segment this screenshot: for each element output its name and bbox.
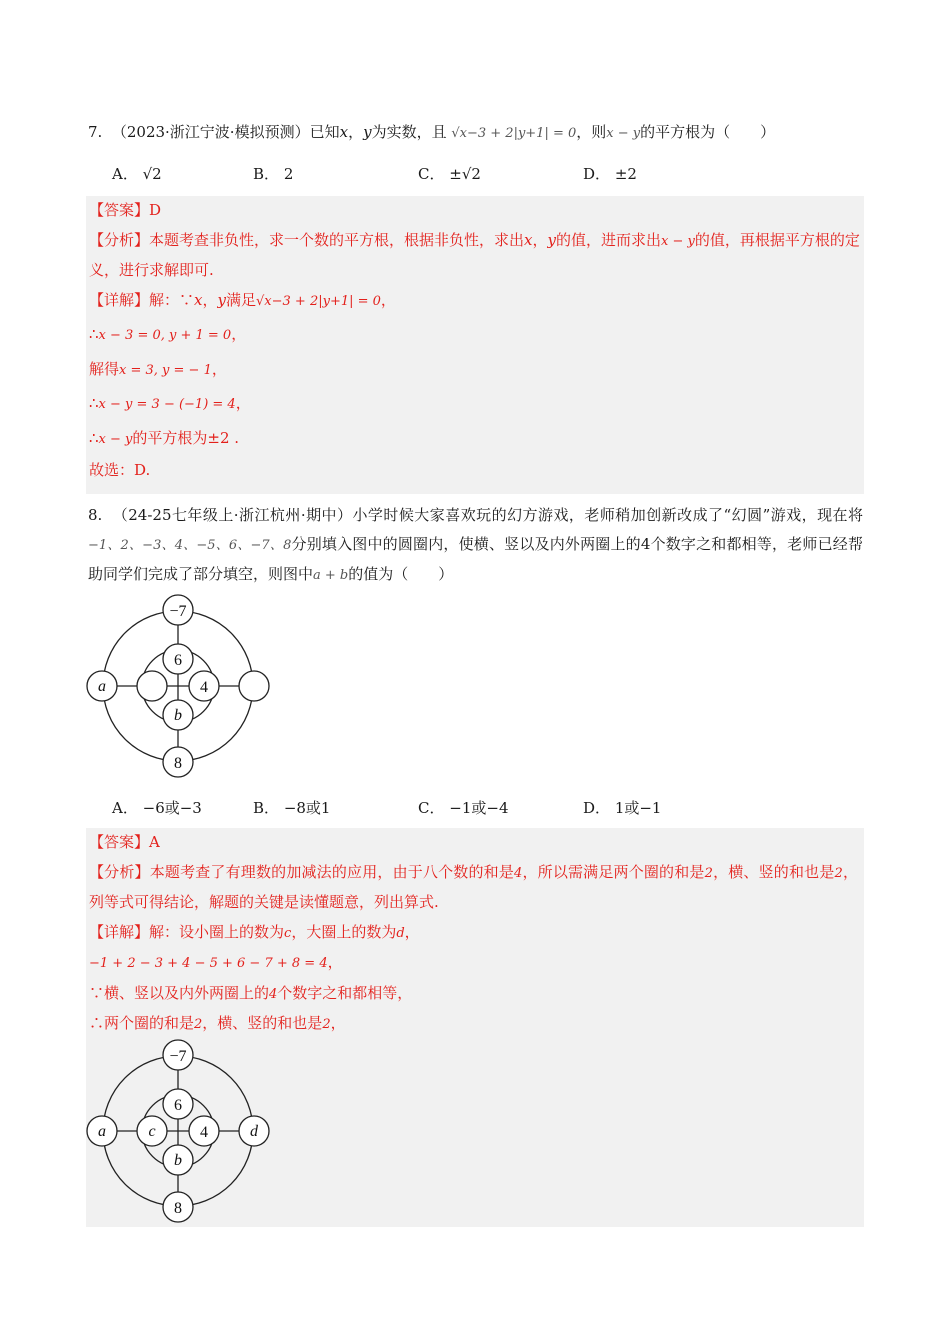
q7-number: 7.	[88, 123, 103, 141]
q7-option-c[interactable]: C． ±√2	[418, 165, 481, 183]
diagram-node-right	[239, 671, 269, 701]
diagram2-label-bottom: 8	[174, 1200, 182, 1217]
diagram-label-top: −7	[169, 603, 187, 620]
diagram-label-inner-bottom: b	[174, 707, 182, 724]
diagram-label-inner-right: 4	[200, 679, 208, 696]
q8-option-a[interactable]: A． −6或−3	[112, 799, 202, 817]
diagram2-label-inner-top: 6	[174, 1097, 182, 1114]
q8-number: 8.	[88, 506, 103, 524]
q7-options	[112, 163, 752, 187]
q8-detail-4: ∴两个圈的和是2，横、竖的和也是2，	[89, 1014, 346, 1032]
diagram-label-left: a	[98, 678, 106, 695]
q8-magic-circle-diagram	[84, 594, 276, 780]
diagram2-label-inner-bottom: b	[174, 1152, 182, 1169]
q7-detail-1: 【详解】解：∵x，y满足√x−3 + 2|y+1| = 0，	[89, 290, 396, 309]
q8-detail-1: 【详解】解：设小圈上的数为c，大圈上的数为d，	[89, 922, 420, 941]
q8-option-c[interactable]: C． −1或−4	[418, 799, 509, 817]
q7-expr: x − y	[606, 126, 641, 141]
q8-solution-diagram	[84, 1039, 276, 1225]
q8-option-d[interactable]: D． 1或−1	[583, 799, 662, 817]
q8-answer-line: 【答案】A	[89, 833, 160, 851]
diagram-label-bottom: 8	[174, 755, 182, 772]
q8-stem: 8. （24-25七年级上·浙江杭州·期中）小学时候大家喜欢玩的幻方游戏，老师稍加创新改成了“幻圆”游戏，现在将−1、2、−3、4、−5、6、−7、8分别填入图中的圆圈内，使横、竖以及内外两圈上的4个数字之和都相等，老师已经帮助同学们完成了部分填空，则图中a + b的值为（ ）	[88, 506, 863, 583]
q7-final: 故选：D.	[89, 461, 151, 479]
q7-detail-2: ∴x − 3 = 0, y + 1 = 0，	[89, 325, 247, 343]
diagram2-label-right: d	[250, 1123, 258, 1140]
diagram2-label-top: −7	[169, 1048, 187, 1065]
q8-source: （24-25七年级上·浙江杭州·期中）	[112, 506, 353, 524]
q8-analysis: 【分析】本题考查了有理数的加减法的应用，由于八个数的和是4，所以需满足两个圈的和是2，横、竖的和也是2，列等式可得结论，解题的关键是读懂题意，列出算式.	[89, 862, 858, 911]
q7-answer-box	[86, 196, 864, 494]
q7-source: （2023·浙江宁波·模拟预测）	[111, 123, 310, 141]
q8-expr: a + b	[313, 568, 349, 583]
q7-option-b[interactable]: B． 2	[253, 165, 294, 183]
q7-equation: √x−3 + 2|y+1| = 0	[451, 126, 577, 141]
q7-option-d[interactable]: D． ±2	[583, 165, 637, 183]
q7-stem: 7. （2023·浙江宁波·模拟预测）已知x，y为实数，且 √x−3 + 2|y+1| = 0，则x − y的平方根为（ ）	[88, 123, 776, 141]
q8-options	[112, 797, 752, 821]
q7-detail-5: ∴x − y的平方根为±2 .	[89, 428, 240, 447]
q7-detail-4: ∴x − y = 3 − (−1) = 4，	[89, 394, 251, 412]
diagram-label-inner-top: 6	[174, 652, 182, 669]
diagram-node-inner-left	[137, 671, 167, 701]
q8-detail-2: −1 + 2 − 3 + 4 − 5 + 6 − 7 + 8 = 4，	[89, 953, 343, 971]
q8-numbers: −1、2、−3、4、−5、6、−7、8	[88, 538, 292, 553]
q7-analysis: 【分析】本题考查非负性，求一个数的平方根，根据非负性，求出x，y的值，进而求出x − y的值，再根据平方根的定义，进行求解即可.	[89, 230, 860, 279]
q7-answer-line: 【答案】D	[89, 201, 162, 219]
q8-option-b[interactable]: B． −8或1	[253, 799, 331, 817]
q7-option-a[interactable]: A． √2	[112, 165, 162, 183]
diagram2-label-inner-left: c	[148, 1123, 156, 1140]
q8-detail-3: ∵横、竖以及内外两圈上的4个数字之和都相等，	[89, 983, 413, 1002]
q7-detail-3: 解得x = 3, y = − 1，	[89, 359, 227, 378]
diagram2-label-inner-right: 4	[200, 1124, 208, 1141]
diagram2-label-left: a	[98, 1123, 106, 1140]
